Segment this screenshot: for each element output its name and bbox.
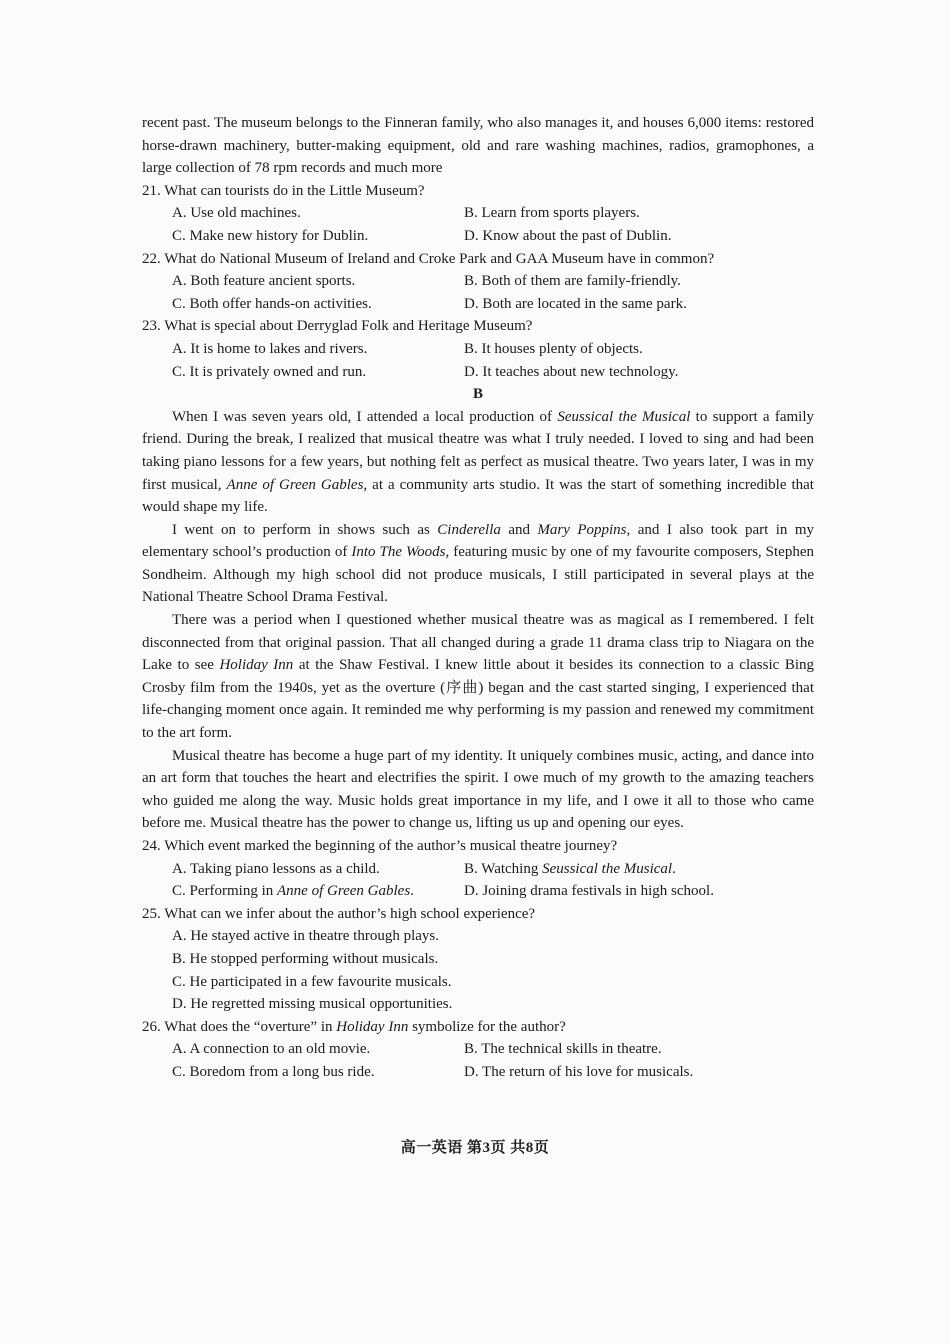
text-run: When I was seven years old, I attended a local production of	[172, 408, 558, 425]
option-a: A. Taking piano lessons as a child.	[172, 860, 380, 877]
option-b	[464, 858, 844, 881]
question-stem: 24. Which event marked the beginning of the author’s musical theatre journey?	[142, 838, 618, 854]
question-23	[142, 315, 814, 383]
option-a: A. Both feature ancient sports.	[172, 273, 356, 290]
italic-title: Anne of Green Gables	[226, 476, 364, 493]
passage-b-paragraph-4: Musical theatre has become a huge part of my identity. It uniquely combines music, acting, and dance into an art form that touches the heart and electrifies the spirit. I owe much of my growth to the amazing teachers who guided me along the way. Music holds great importance in my life, and I owe it all to those who came before me. Musical theatre has the power to change us, lifting us up and opening our eyes.	[142, 747, 814, 832]
options	[172, 270, 814, 315]
option-c: C. He participated in a few favourite musicals.	[172, 973, 452, 990]
option-d: D. Joining drama festivals in high school.	[464, 883, 714, 900]
options	[172, 202, 814, 247]
question-25	[142, 903, 814, 1016]
question-stem	[142, 1016, 814, 1039]
option-b: B. It houses plenty of objects.	[464, 340, 643, 357]
options	[172, 1038, 814, 1083]
question-stem: 21. What can tourists do in the Little Museum?	[142, 182, 425, 199]
options	[172, 858, 814, 903]
text-run: at the Shaw Festival. I knew little about it besides its connection to a classic Bing Crosby film from the 1940s, yet as the overture (序曲) began and the cast started singing, I experienced that life-changing moment once again. It reminded me why performing is my passion and renewed my commitment to the art form.	[142, 657, 814, 742]
option-a: A. It is home to lakes and rivers.	[172, 340, 368, 357]
text-run: There was a period when I questioned whether musical theatre was as magical as I remembered. I felt disconnected from that original passion. That all changed during a grade 11 drama class trip to Niagara on the Lake to see	[142, 612, 814, 674]
question-22	[142, 248, 814, 316]
option-b: B. He stopped performing without musicals.	[172, 950, 439, 967]
italic-title: Anne of Green Gables	[277, 883, 411, 900]
passage-b-paragraph-1	[142, 406, 814, 519]
question-26	[142, 1016, 814, 1084]
page-content	[142, 112, 814, 1084]
text-run: , at a community arts studio. It was the start of something incredible that would shape my life.	[142, 476, 814, 516]
option-d: D. Both are located in the same park.	[464, 295, 687, 312]
italic-title: Holiday Inn	[336, 1018, 409, 1035]
text-run: to support a family friend. During the break, I realized that musical theatre was what I truly needed. I loved to sing and had been taking piano lessons for a few years, but nothing felt as perfect as musical theatre. Two years later, I was in my first musical,	[142, 408, 814, 493]
options	[172, 338, 814, 383]
question-stem: 25. What can we infer about the author’s high school experience?	[142, 905, 536, 922]
option-d: D. Know about the past of Dublin.	[464, 227, 672, 244]
option-a: A. A connection to an old movie.	[172, 1041, 371, 1058]
option-d: D. He regretted missing musical opportunities.	[172, 996, 453, 1013]
option-c: C. Boredom from a long bus ride.	[172, 1063, 375, 1080]
text-run: .	[672, 860, 676, 877]
option-b: B. The technical skills in theatre.	[464, 1041, 662, 1058]
option-a: A. He stayed active in theatre through plays.	[172, 928, 439, 945]
page-footer: 高一英语 第3页 共8页	[400, 1140, 550, 1156]
italic-title: Cinderella	[437, 521, 501, 538]
text-run: C. Performing in	[172, 883, 277, 900]
question-21	[142, 180, 814, 248]
option-c: C. Both offer hands-on activities.	[172, 295, 372, 312]
italic-title: Seussical the Musical	[557, 408, 691, 425]
text-run: , and I also took part in my elementary school’s production of	[142, 521, 814, 561]
text-run: , featuring music by one of my favourite composers, Stephen Sondheim. Although my high school did not produce musicals, I still participated in several plays at the National Theatre School Drama Festival.	[142, 544, 814, 606]
passage-b-paragraph-2	[142, 519, 814, 609]
italic-title: Mary Poppins	[537, 521, 627, 538]
text-run: 26. What does the “overture” in	[142, 1018, 337, 1035]
option-b: B. Both of them are family-friendly.	[464, 273, 681, 290]
option-d: D. It teaches about new technology.	[464, 363, 679, 380]
section-b-heading: B	[472, 386, 483, 403]
italic-title: Seussical the Musical	[542, 860, 673, 877]
option-a: A. Use old machines.	[172, 205, 301, 222]
italic-title: Into The Woods	[351, 544, 446, 561]
passage-a-tail: recent past. The museum belongs to the Finneran family, who also manages it, and houses 6,000 items: restored horse-drawn machinery, butter-making equipment, old and rare washing machines, radios, gramophones, a large collection of 78 rpm records and much more	[142, 115, 814, 177]
text-run: I went on to perform in shows such as	[172, 521, 438, 538]
options	[172, 925, 814, 1015]
option-c: C. Make new history for Dublin.	[172, 227, 369, 244]
question-24	[142, 835, 814, 903]
option-c: C. It is privately owned and run.	[172, 363, 367, 380]
question-stem: 23. What is special about Derryglad Folk and Heritage Museum?	[142, 318, 533, 335]
option-c	[172, 880, 464, 903]
option-b: B. Learn from sports players.	[464, 205, 640, 222]
text-run: symbolize for the author?	[408, 1018, 566, 1035]
text-run: and	[500, 521, 538, 538]
option-d: D. The return of his love for musicals.	[464, 1063, 694, 1080]
passage-b-paragraph-3	[142, 609, 814, 745]
question-stem: 22. What do National Museum of Ireland and Croke Park and GAA Museum have in common?	[142, 250, 715, 267]
text-run: .	[410, 883, 414, 900]
text-run: B. Watching	[464, 860, 543, 877]
italic-title: Holiday Inn	[219, 657, 294, 674]
